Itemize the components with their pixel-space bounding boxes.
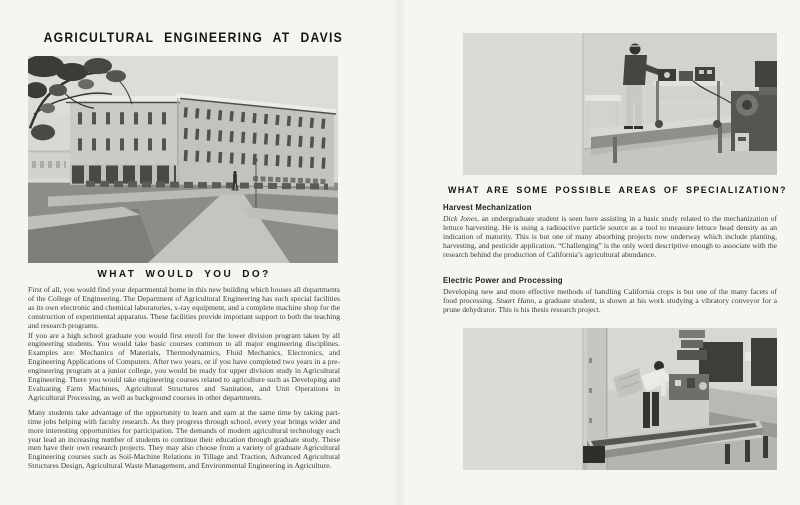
- electric-body-start: Developing new and more effective methods of handling California crops is but one of the many facets of food processing.: [443, 287, 777, 305]
- section-heading-what-would-you-do: WHAT WOULD YOU DO?: [97, 269, 271, 280]
- page-title: AGRICULTURAL ENGINEERING AT DAVIS: [43, 30, 344, 45]
- electric-body-end: , a graduate student, is shown at his work studying a vibratory conveyor for a prune dehydrator. This is his thesis research project.: [443, 295, 778, 314]
- left-body-text: [28, 286, 340, 471]
- right-page: [400, 0, 800, 505]
- paragraph-facilities: First of all, you would find your departmental home in this new building which houses all departments of the College of Engineering. The Department of Agricultural Engineering has such special facilities as its own electronic and chemical laboratories, x-ray equipment, and a complete machine shop for the construction of experimental apparatus. These facilities provide important support to both the teaching and research programs.: [28, 285, 340, 330]
- student-name-dick-jones: Dick Jones: [443, 214, 478, 223]
- food-processing-photo: [463, 328, 777, 470]
- building-photo: [28, 56, 338, 263]
- harvest-body-text: , an undergraduate student is seen here assisting in a basic study related to the mechanization of lettuce harvesting. He is using a radioactive particle source as a tool to measure lettuce head density as an indication of maturity. This is but one of many absorbing projects now underway which include planting, harvesting, and pesticide application. “Challenging” is the only word descriptive enough to associate with the research behind the production of California’s agricultural abundance.: [443, 214, 778, 259]
- harvest-photo-illustration: [463, 33, 777, 175]
- building-photo-illustration: [28, 56, 338, 263]
- page-gutter: [393, 0, 407, 505]
- section-heading-specialization: WHAT ARE SOME POSSIBLE AREAS OF SPECIALIZATION?: [448, 185, 787, 195]
- paragraph-curriculum: If you are a high school graduate you would first enroll for the lower division program taken by all engineering students. You would take basic courses common to all major engineering disciplines. Examples are: Mechanics of Materials, Thermodynamics, Fluid Mechanics, Electronics, and Engineering Applications of Computers. After two years, or if you have completed two years in a pre-engineering program at a junior college, you would be ready for upper division study in Agricultural Engineering. There you would take engineering courses related to agriculture such as Developing and Evaluating Farm Machines, Agricultural Structures and Sanitation, and Unit Operations in Agricultural Processing, as well as background courses in other departments.: [28, 330, 340, 402]
- paragraph-harvest: [443, 215, 777, 260]
- processing-photo-illustration: [463, 328, 777, 470]
- subhead-harvest-mechanization: Harvest Mechanization: [443, 203, 532, 212]
- paragraph-research-jobs: Many students take advantage of the opportunity to learn and earn at the same time by taking part-time jobs helping with faculty research. As they progress through school, every year brings wider and more interesting opportunities for participation. The demands of modern agricultural technology each year lead an increasing number of students to continue their education through graduate study. These men have their own research projects. They may also choose from a variety of graduate Agricultural Engineering courses such as Soil-Machine Relations in Tillage and Traction, Advanced Agricultural Structures Design, Agricultural Waste Management, and Environmental Engineering in Agriculture.: [28, 407, 340, 471]
- subhead-electric-power-processing: Electric Power and Processing: [443, 276, 563, 285]
- harvest-mechanization-photo: [463, 33, 777, 175]
- student-name-stuart-hann: Stuart Hann: [496, 295, 535, 305]
- paragraph-electric: [443, 288, 777, 315]
